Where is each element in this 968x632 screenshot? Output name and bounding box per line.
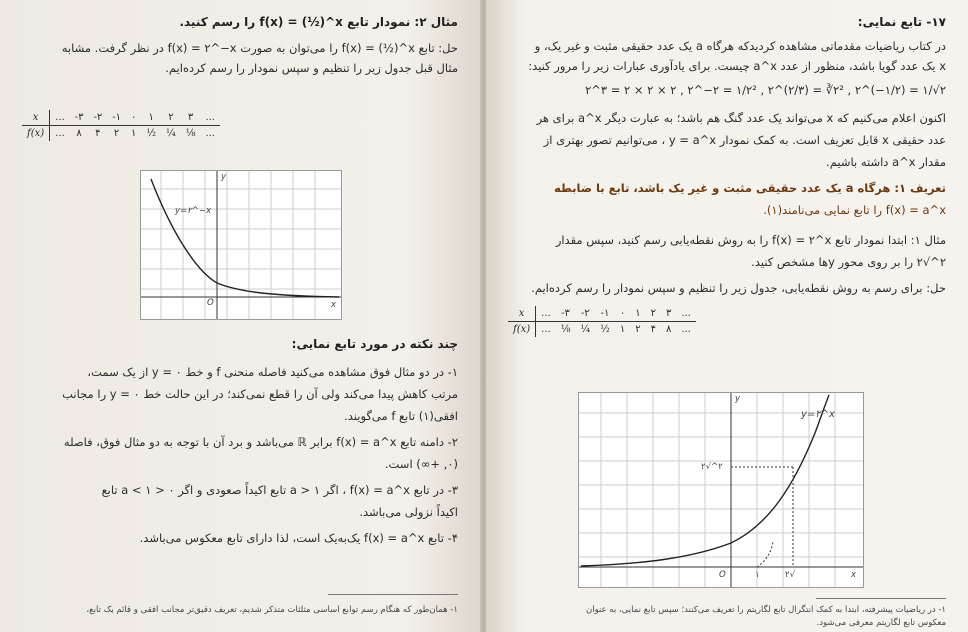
table-cell: ۱ (630, 306, 645, 322)
note1-line-3: افقی(۱) تابع f می‌گویند. (344, 409, 458, 423)
table-row-x (22, 110, 220, 126)
table-cell: ۲ (646, 306, 661, 322)
x-axis-label: x (851, 570, 857, 580)
note1-line-2: مرتب کاهش پیدا می‌کند ولی آن را قطع نمی‌کند؛ در این حالت خط y = ۰ را مجانب (62, 387, 458, 401)
tick-sqrt2-label: √۲ (785, 570, 795, 580)
table-row-fx (508, 322, 696, 338)
notes-heading: چند نکته در مورد تابع نمایی: (291, 337, 458, 351)
intro-line-1: در کتاب ریاضیات مقدماتی مشاهده کردیدکه هرگاه a یک عدد حقیقی مثبت و غیر یک، و (534, 39, 946, 53)
table-cell: -۱ (107, 110, 126, 126)
table-cell: ¼ (580, 324, 591, 335)
footnote-left: ۱- همان‌طور که هنگام رسم توابع اساسی مثلثات متذکر شدیم، تعریف دقیق‌تر مجانب افقی و قائم یک تابع، (86, 605, 458, 615)
curve-label-left: y=۲^−x (175, 206, 211, 216)
table-cell: ۴ (95, 128, 101, 139)
table-cell: ۱ (130, 128, 137, 139)
right-page (486, 0, 968, 632)
footnote-right-2: معکوس تابع لگاریتم معرفی می‌شود. (816, 618, 946, 628)
table-x-label: x (22, 110, 50, 126)
table-cell: ... (50, 110, 70, 126)
table-cell: ۱ (141, 110, 161, 126)
section-title: ۱۷- تابع نمایی: (857, 15, 946, 29)
intro-line-4: عدد حقیقی x قابل تعریف است. به کمک نمودار y = a^x ، می‌توانیم تصور بهتری از (543, 133, 946, 147)
note3-line-1: ۳- در تابع f(x) = a^x ، اگر a > ۱ تابع اکیداً صعودی و اگر ۰ < a < ۱ تابع (101, 483, 458, 497)
note2-line-2: (۰, +∞) است. (384, 457, 458, 471)
powers-line: ۲^۳ = ۲ × ۲ × ۲ , ۲^−۲ = ۱/۲² , ۲^(۲/۳) = ∛۲² , ۲^(−۱/۲) = ۱/√۲ (585, 83, 946, 97)
table-cell: ۲ (113, 128, 120, 139)
table-cell: ... (55, 128, 65, 139)
note2-line-1: ۲- دامنه تابع f(x) = a^x برابر ℝ می‌باشد و برد آن با توجه به دو مثال فوق، فاصله (63, 435, 458, 449)
definition-line-1: تعریف ۱: هرگاه a یک عدد حقیقی مثبت و غیر یک باشد، تابع با ضابطه (554, 181, 946, 195)
table-cell: ۰ (126, 110, 141, 126)
table-row-fx (22, 126, 220, 142)
table-cell: -۳ (556, 306, 576, 322)
graph-right (578, 392, 864, 588)
value-table-right (508, 306, 696, 337)
note3-line-2: اکیداً نزولی می‌باشد. (359, 505, 458, 519)
table-cell: ... (200, 110, 220, 126)
footnote-rule (328, 594, 458, 595)
sqrt2-arc (757, 541, 773, 567)
intro-line-5: مقدار a^x داشته باشیم. (826, 155, 946, 169)
marker-y-label: ۲^√۲ (701, 462, 723, 472)
table-cell: ۱ (619, 324, 626, 335)
table-cell: ... (205, 128, 215, 139)
curve-decay (151, 179, 339, 297)
note1-line-1: ۱- در دو مثال فوق مشاهده می‌کنید فاصله منحنی f و خط y = ۰ از یک سمت، (87, 365, 458, 379)
table-fx-label: f(x) (22, 126, 50, 142)
table-cell: ۰ (615, 306, 630, 322)
table-cell: ½ (146, 128, 157, 139)
table-cell: ... (536, 306, 556, 322)
table-cell: ۴ (650, 324, 656, 335)
solution-line-1: حل: تابع f(x) = (½)^x را می‌توان به صورت f(x) = ۲^−x در نظر گرفت. مشابه (61, 41, 458, 55)
curve-label-right: y=۲^x (801, 409, 835, 420)
tick-one-label: ۱ (755, 570, 760, 580)
y-axis-label: y (221, 172, 227, 182)
table-cell: ⅛ (560, 324, 571, 335)
example2-title: مثال ۲: نمودار تابع f(x) = (½)^x را رسم کنید. (179, 15, 458, 29)
table-row-x (508, 306, 696, 322)
example1-line-2: ۲^√۲ را بر روی محور yها مشخص کنید. (751, 255, 946, 269)
table-cell: ... (541, 324, 551, 335)
intro-line-2: x یک عدد گویا باشد، منظور از عدد a^x چیست. برای یادآوری عبارات زیر را مرور کنید: (528, 59, 946, 73)
table-cell: ۸ (665, 324, 672, 335)
x-axis-label: x (331, 300, 337, 310)
table-cell: ¼ (166, 128, 176, 139)
value-table-left (22, 110, 220, 141)
table-cell: -۳ (70, 110, 89, 126)
table-cell: -۲ (88, 110, 107, 126)
table-cell: ۳ (181, 110, 201, 126)
left-page (0, 0, 482, 632)
y-axis-label: y (735, 394, 741, 404)
example1-line-1: مثال ۱: ابتدا نمودار تابع f(x) = ۲^x را به روش نقطه‌یابی رسم کنید، سپس مقدار (555, 233, 946, 247)
origin-label: O (719, 570, 726, 580)
table-cell: -۱ (595, 306, 615, 322)
solution-right: حل: برای رسم به روش نقطه‌یابی، جدول زیر را تنظیم و سپس نمودار را رسم کرده‌ایم. (531, 281, 946, 295)
note4: ۴- تابع f(x) = a^x یک‌به‌یک است، لذا دارای تابع معکوس می‌باشد. (139, 531, 458, 545)
table-cell: ۳ (661, 306, 676, 322)
table-cell: -۲ (575, 306, 595, 322)
origin-label: O (207, 298, 214, 308)
graph-right-svg (579, 393, 863, 587)
table-fx-label: f(x) (508, 322, 536, 338)
table-cell: ۸ (76, 128, 82, 139)
definition-line-2: f(x) = a^x را تابع نمایی می‌نامند(۱). (763, 203, 946, 217)
table-x-label: x (508, 306, 536, 322)
footnote-rule (816, 598, 946, 599)
footnote-right-1: ۱- در ریاضیات پیشرفته، ابتدا به کمک انتگرال تابع لگاریتم را تعریف می‌کنند؛ سپس تابع نمایی، به عنوان (585, 605, 946, 615)
table-cell: ... (681, 324, 691, 335)
solution-line-2: مثال قبل جدول زیر را تنظیم و سپس نمودار را رسم کرده‌ایم. (165, 61, 458, 75)
table-cell: ⅛ (185, 128, 196, 139)
table-cell: ... (676, 306, 696, 322)
graph-left-svg (141, 171, 341, 319)
table-cell: ½ (600, 324, 610, 335)
graph-left (140, 170, 342, 320)
intro-line-3: اکنون اعلام می‌کنیم که x می‌تواند یک عدد گنگ هم باشد؛ به عبارت دیگر a^x برای هر (536, 111, 946, 125)
table-cell: ۲ (635, 324, 641, 335)
table-cell: ۲ (161, 110, 181, 126)
